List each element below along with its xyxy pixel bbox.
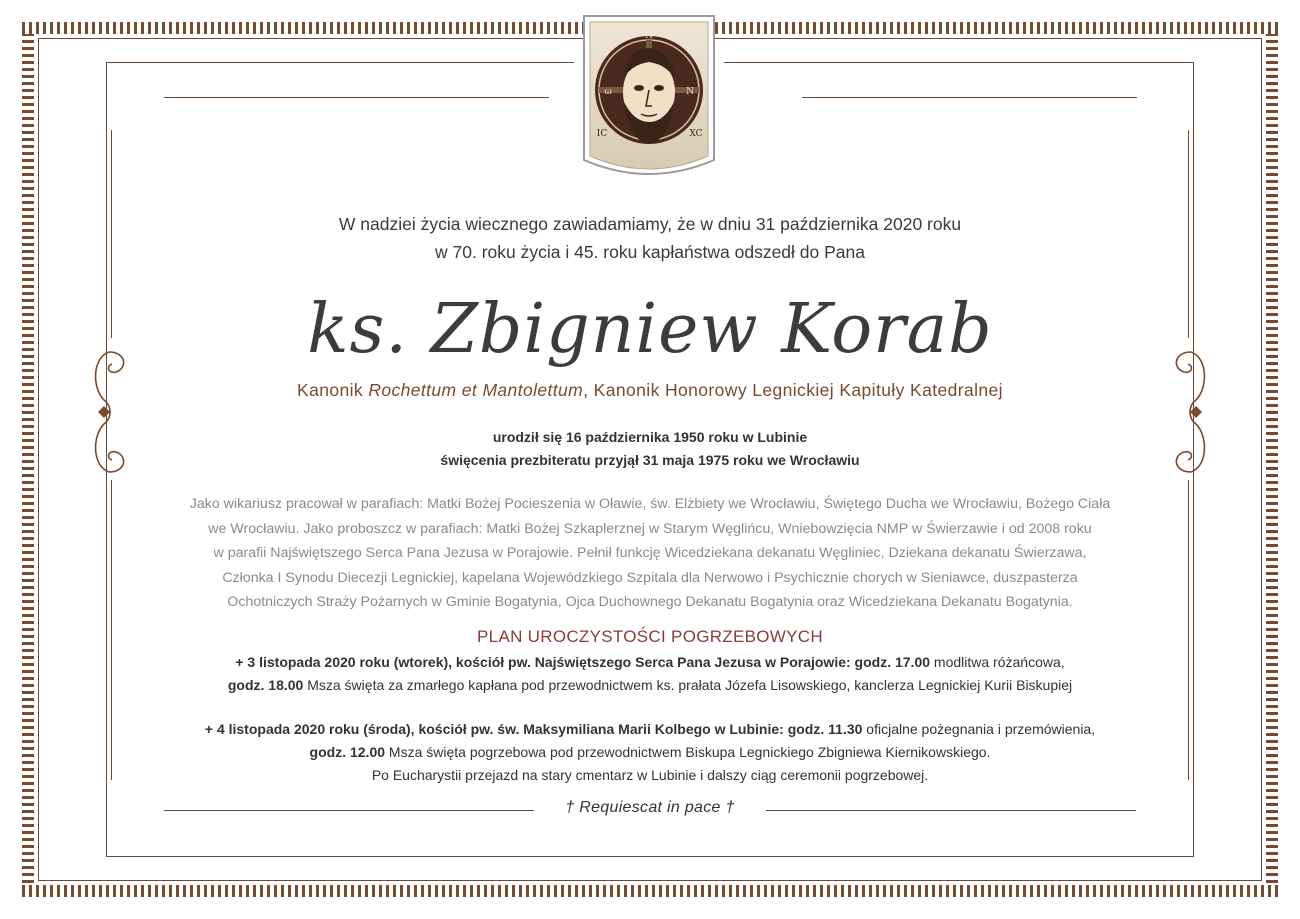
bio-line: we Wrocławiu. Jako proboszcz w parafiach: Matki Bożej Szkaplerznej w Starym Węglińcu, Wniebowzięcia NMP w Świerzawie i od 2008 roku [208,520,1092,537]
frame-bottom-line [106,856,1194,857]
birth-date-line: urodził się 16 października 1950 roku w Lubinie [492,429,808,445]
deceased-name: ks. Zbigniew Korab [307,290,993,369]
plan-day2-text: oficjalne pożegnania i przemówienia, [862,721,1096,737]
funeral-plan [0,651,1300,787]
plan-day1-line1 [0,651,1300,674]
plan-day2-line3: Po Eucharystii przejazd na stary cmentarz w Lubinie i dalszy ciąg ceremonii pogrzebowej. [371,767,929,783]
plan-day1-line2 [0,674,1300,697]
plan-day1-text2: Msza święta za zmarłego kapłana pod przewodnictwem ks. prałata Józefa Lisowskiego, kanclerza Legnickiej Kurii Biskupiej [303,677,1073,693]
canon-title [0,380,1300,401]
plan-day1-text: modlitwa różańcowa, [930,654,1065,670]
plan-day2-bold: + 4 listopada 2020 roku (środa), kościół pw. św. Maksymiliana Marii Kolbego w Lubinie: godz. 11.30 [204,721,863,737]
frame-top-line-left [106,62,574,63]
intro-line-2: w 70. roku życia i 45. roku kapłaństwa odszedł do Pana [435,242,865,262]
ordination-date-line: święcenia prezbiteratu przyjął 31 maja 1975 roku we Wrocławiu [440,452,860,468]
bio-line: Członka I Synodu Diecezji Legnickiej, kapelana Wojewódzkiego Szpitala dla Nerwowo i Psychicznie chorych w Sieniawce, duszpasterza [222,569,1078,586]
intro-line-1: W nadziei życia wiecznego zawiadamiamy, że w dniu 31 października 2020 roku [338,214,962,234]
requiescat-closing: † Requiescat in pace † [565,799,735,816]
canon-italic: Rochettum et Mantolettum [368,380,584,400]
plan-day2-line2 [0,741,1300,764]
bio-line: Jako wikariusz pracował w parafiach: Matki Bożej Pocieszenia w Oławie, św. Elżbiety we Wrocławiu, Świętego Ducha we Wrocławiu, Bożego Ciała [189,496,1111,512]
icon-letter-bottom-right: XC [689,129,703,139]
funeral-plan-title: PLAN UROCZYSTOŚCI POGRZEBOWYCH [477,627,823,646]
life-dates [0,426,1300,472]
biography [140,492,1160,615]
frame-top-rule-right [802,97,1137,98]
plan-day2-bold2: godz. 12.00 [309,744,386,760]
canon-prefix: Kanonik [297,380,369,400]
icon-letter-left: ω [604,87,612,97]
icon-letter-bottom-left: IC [596,129,608,139]
bio-line: Ochotniczych Straży Pożarnych w Gminie Bogatynia, Ojca Duchownego Dekanatu Bogatynia oraz Wicedziekana Dekanatu Bogatynia. [227,594,1073,610]
canon-suffix: , Kanonik Honorowy Legnickiej Kapituły Katedralnej [583,380,1003,400]
holy-face-icon [578,10,720,184]
plan-day1-bold2: godz. 18.00 [227,677,304,693]
icon-letter-top: A [645,31,653,41]
bio-line: w parafii Najświętszego Serca Pana Jezusa w Porajowie. Pełnił funkcję Wicedziekana dekanatu Węgliniec, Dziekana dekanatu Świerzawa, [213,545,1087,561]
icon-letter-right: N [686,87,694,97]
plan-day2-text2: Msza święta pogrzebowa pod przewodnictwem Biskupa Legnickiego Zbigniewa Kiernikowskiego. [385,744,991,760]
frame-top-rule-left [164,97,549,98]
plan-day2-line1 [0,718,1300,741]
plan-day1-bold: + 3 listopada 2020 roku (wtorek), kościół pw. Najświętszego Serca Pana Jezusa w Porajowie: godz. 17.00 [235,654,931,670]
frame-top-line-right [724,62,1194,63]
intro-announcement [0,210,1300,266]
